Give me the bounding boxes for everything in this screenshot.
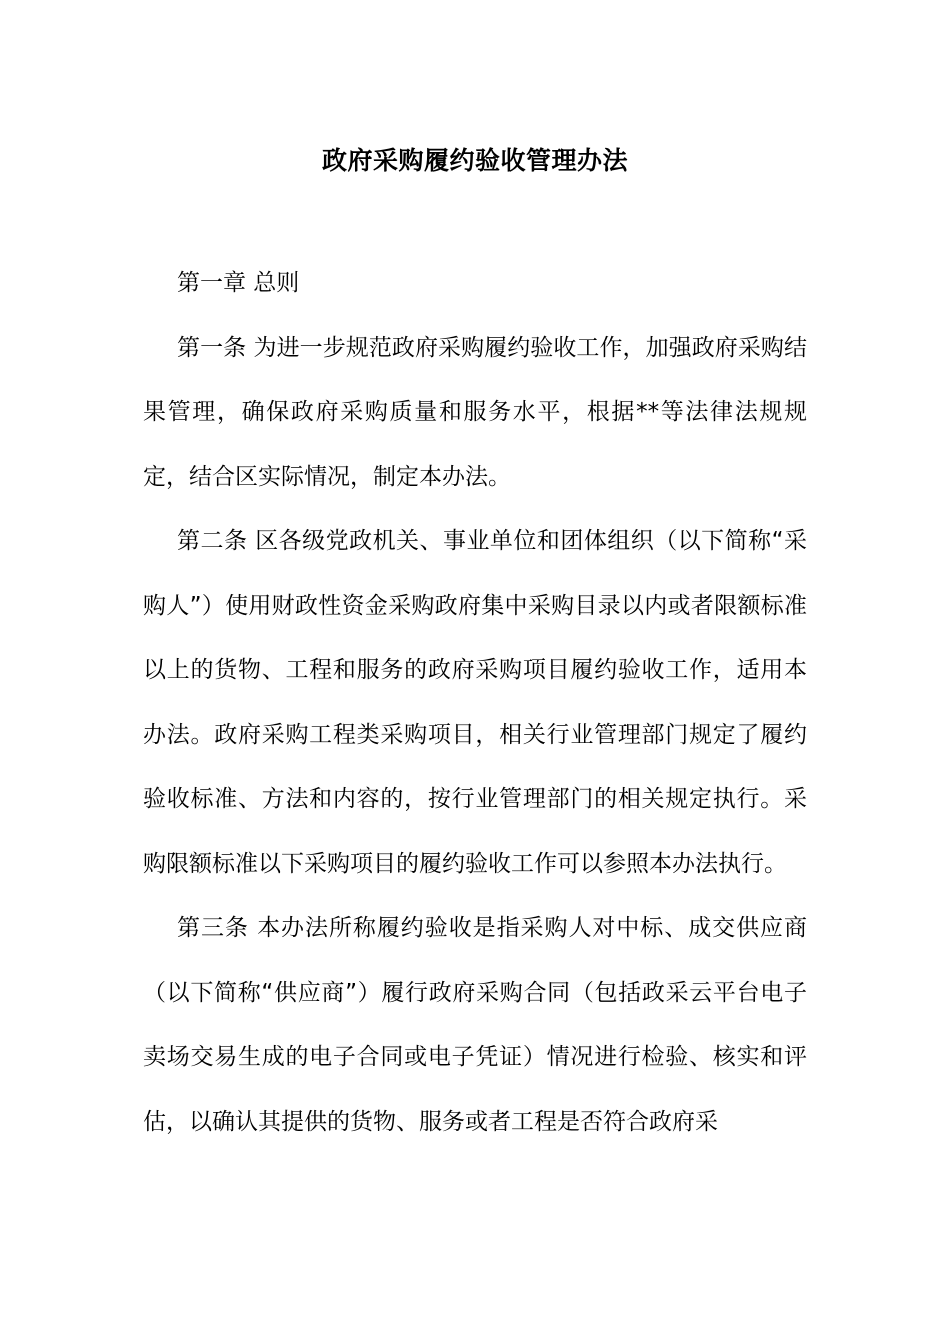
article-3: 第三条 本办法所称履约验收是指采购人对中标、成交供应商（以下简称“供应商”）履行政府采购合同（包括政采云平台电子卖场交易生成的电子合同或电子凭证）情况进行检验、核实和评估，以确认其提供的货物、服务或者工程是否符合政府采	[143, 915, 807, 1135]
document-title: 政府采购履约验收管理办法	[321, 146, 628, 175]
document-body	[143, 251, 807, 1154]
article-1: 第一条 为进一步规范政府采购履约验收工作，加强政府采购结果管理，确保政府采购质量和服务水平，根据**等法律法规规定，结合区实际情况，制定本办法。	[143, 334, 807, 490]
chapter-heading: 第一章 总则	[177, 270, 300, 296]
article-2: 第二条 区各级党政机关、事业单位和团体组织（以下简称“采购人”）使用财政性资金采购政府集中采购目录以内或者限额标准以上的货物、工程和服务的政府采购项目履约验收工作，适用本办法。政府采购工程类采购项目，相关行业管理部门规定了履约验收标准、方法和内容的，按行业管理部门的相关规定执行。采购限额标准以下采购项目的履约验收工作可以参照本办法执行。	[143, 528, 807, 877]
